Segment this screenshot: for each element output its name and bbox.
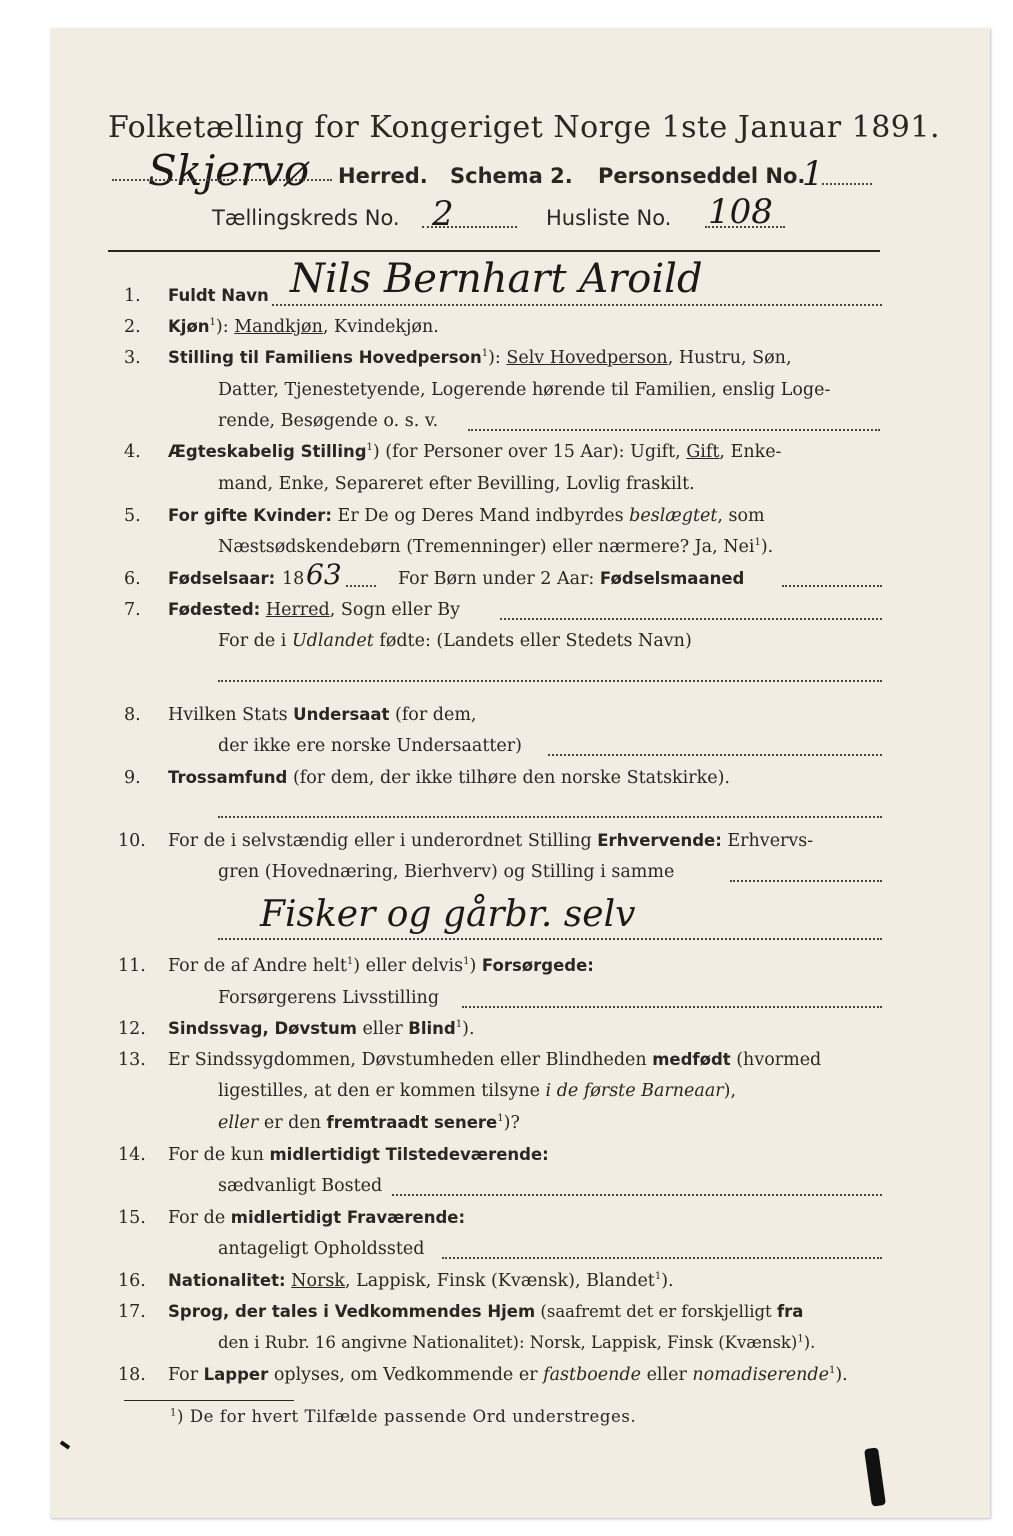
field-7-line2 <box>218 631 692 651</box>
field-11-sup-1: 1 <box>346 956 354 968</box>
field-18-text-b: oplyses, om Vedkommende er <box>268 1365 544 1385</box>
field-18-line1 <box>168 1365 848 1385</box>
schema-label: Schema 2. <box>450 164 573 188</box>
field-10-line1 <box>168 831 813 851</box>
header-rule <box>108 250 880 252</box>
field-17-sup: 1 <box>797 1333 804 1345</box>
field-6-dotted-line-b <box>782 585 882 587</box>
field-7-line2-italic: Udlandet <box>291 631 374 651</box>
field-5-line2 <box>218 537 773 557</box>
field-18-text-c: eller <box>641 1365 693 1385</box>
field-17-line2-text: den i Rubr. 16 angivne Nationalitet): Norsk, Lappisk, Finsk (Kvænsk) <box>218 1333 798 1352</box>
field-11-text-a: For de af Andre helt <box>168 956 347 976</box>
field-10-number: 10. <box>118 831 146 851</box>
field-5-label: gifte Kvinder: <box>203 506 332 525</box>
field-4-label: Ægteskabelig Stilling <box>168 442 367 461</box>
field-7-rest: , Sogn eller By <box>329 600 461 620</box>
field-10-answer: Fisker og gårbr. selv <box>260 894 636 935</box>
field-8-dotted-line <box>548 754 882 756</box>
field-13-line3 <box>218 1113 520 1133</box>
field-9-dotted-line <box>218 816 882 818</box>
field-2-option-mandkjon: Mandkjøn <box>234 317 323 337</box>
field-13-sup: 1 <box>497 1113 504 1125</box>
field-13-line3-italic: eller <box>218 1113 259 1133</box>
field-5-italic: beslægtet <box>629 506 718 526</box>
field-18-text-a: For <box>168 1365 204 1385</box>
footnote-text: ) De for hvert Tilfælde passende Ord understreges. <box>176 1407 637 1426</box>
field-8-text-b: (for dem, <box>389 705 477 725</box>
field-7-line2-a: For de i <box>218 631 292 651</box>
personseddel-dotted-line <box>822 183 872 185</box>
field-9-line1 <box>168 768 730 788</box>
field-10-dotted-line-b <box>218 938 882 940</box>
field-5-sup: 1 <box>754 537 761 549</box>
field-8-line2: der ikke ere norske Undersaatter) <box>218 736 522 756</box>
field-17-line2-end: ). <box>803 1333 816 1352</box>
field-14-dotted-line <box>392 1194 882 1196</box>
field-7-label: Fødested: <box>168 600 261 619</box>
field-3-line2: Datter, Tjenestetyende, Logerende hørende til Familien, enslig Loge- <box>218 380 831 400</box>
field-13-line1 <box>168 1050 821 1070</box>
field-10-dotted-line-a <box>730 880 882 882</box>
field-6-label: Fødselsaar: <box>168 569 276 588</box>
field-12-text: eller <box>356 1019 409 1039</box>
field-18-sup: 1 <box>828 1365 836 1377</box>
field-17-number: 17. <box>118 1302 146 1322</box>
field-15-number: 15. <box>118 1208 146 1228</box>
herred-label: Herred. <box>338 164 428 188</box>
field-7-line2-b: fødte: (Landets eller Stedets Navn) <box>373 631 692 651</box>
field-6-text <box>398 569 744 589</box>
field-18-italic-2: nomadiserende <box>692 1365 829 1385</box>
field-15-text-a: For de <box>168 1208 231 1228</box>
field-13-line2-b: ), <box>723 1081 737 1101</box>
field-18-italic-1: fastboende <box>543 1365 641 1385</box>
field-3-rest: , Hustru, Søn, <box>667 348 792 368</box>
field-8-number: 8. <box>124 705 141 725</box>
field-5-line2-text: Næstsødskendebørn (Tremenninger) eller nærmere? Ja, Nei <box>218 537 755 557</box>
field-1-label: Fuldt Navn <box>168 286 269 305</box>
field-11-number: 11. <box>118 956 146 976</box>
field-5-number: 5. <box>124 506 141 526</box>
field-2-sup: 1 <box>209 317 216 329</box>
field-11-sup-2: 1 <box>463 956 470 968</box>
field-11-dotted-line <box>462 1006 882 1008</box>
field-18-label: Lapper <box>203 1365 269 1384</box>
field-5-line1 <box>168 506 765 526</box>
field-16-line1 <box>168 1271 674 1291</box>
personseddel-value: 1 <box>802 154 824 194</box>
field-3-line3: rende, Besøgende o. s. v. <box>218 411 439 431</box>
field-13-line3-label: fremtraadt senere <box>326 1113 498 1132</box>
field-6-number: 6. <box>124 569 141 589</box>
husliste-label: Husliste No. <box>546 206 672 230</box>
ink-mark-left <box>60 1440 70 1449</box>
field-4-number: 4. <box>124 442 141 462</box>
field-16-rest: , Lappisk, Finsk (Kvænsk), Blandet <box>344 1271 655 1291</box>
field-3-dotted-line <box>468 429 880 431</box>
field-3-sup: 1 <box>481 348 489 360</box>
field-8-label: Undersaat <box>293 705 390 724</box>
field-6-prefix: 18 <box>282 569 305 589</box>
field-4-rest: , Enke- <box>719 442 782 462</box>
field-4-sup: 1 <box>366 442 373 454</box>
field-17-line1 <box>168 1302 803 1321</box>
field-3-line1 <box>168 348 792 368</box>
herred-value: Skjervø <box>148 146 310 195</box>
field-7-dotted-line-a <box>500 618 882 620</box>
field-13-line2-italic: i de første Barneaar <box>545 1081 724 1101</box>
field-15-line1 <box>168 1208 465 1228</box>
field-15-dotted-line <box>442 1257 882 1259</box>
field-7-dotted-line-b <box>218 680 882 682</box>
field-1-number: 1. <box>124 286 141 306</box>
ink-mark-right <box>864 1447 886 1506</box>
census-form-page <box>50 28 990 1518</box>
field-6-dotted-line-a <box>346 585 376 587</box>
field-2-text <box>168 317 439 337</box>
field-11-text-c: ) <box>469 956 482 976</box>
field-17-label2: fra <box>776 1302 804 1321</box>
kreds-value: 2 <box>432 194 454 234</box>
personseddel-label: Personseddel No. <box>598 164 806 188</box>
field-16-end: ). <box>661 1271 674 1291</box>
field-4-line1 <box>168 442 781 462</box>
field-11-line2: Forsørgerens Livsstilling <box>218 988 440 1008</box>
field-2-label: Kjøn <box>168 317 210 336</box>
field-16-option-norsk: Norsk <box>291 1271 345 1291</box>
field-8-line1 <box>168 705 477 725</box>
field-15-line2: antageligt Opholdssted <box>218 1239 425 1259</box>
field-13-number: 13. <box>118 1050 146 1070</box>
field-14-line1 <box>168 1145 549 1165</box>
field-17-text: (saafremt det er forskjelligt <box>535 1302 777 1321</box>
field-14-number: 14. <box>118 1145 146 1165</box>
field-7-option-herred: Herred <box>265 600 330 620</box>
field-13-line3-a: er den <box>258 1113 327 1133</box>
field-12-label: Sindssvag, Døvstum <box>168 1019 357 1038</box>
field-12-line1 <box>168 1019 475 1039</box>
field-17-line2 <box>218 1333 815 1352</box>
field-11-text-b: ) eller delvis <box>353 956 464 976</box>
field-1-answer: Nils Bernhart Aroild <box>290 256 703 302</box>
field-14-line2: sædvanligt Bosted <box>218 1176 383 1196</box>
field-1-dotted-line <box>272 304 882 306</box>
form-title: Folketælling for Kongeriget Norge 1ste Januar 1891. <box>108 110 941 145</box>
field-4-pre: ) (for Personer over 15 Aar): Ugift, <box>372 442 681 462</box>
herred-dotted-line <box>112 179 332 181</box>
field-2-rest: , Kvindekjøn. <box>322 317 439 337</box>
field-3-label: Stilling til Familiens Hovedperson <box>168 348 482 367</box>
field-18-end: ). <box>835 1365 848 1385</box>
field-14-text-a: For de kun <box>168 1145 270 1165</box>
kreds-label: Tællingskreds No. <box>212 206 400 230</box>
field-12-end: ). <box>462 1019 475 1039</box>
field-3-number: 3. <box>124 348 141 368</box>
field-5-text: Er De og Deres Mand indbyrdes <box>331 506 630 526</box>
field-13-line3-end: )? <box>503 1113 520 1133</box>
field-13-label: medfødt <box>652 1050 731 1069</box>
field-14-label: midlertidigt Tilstedeværende: <box>269 1145 549 1164</box>
field-6-label2: Fødselsmaaned <box>599 569 745 588</box>
footnote-rule <box>124 1400 294 1401</box>
field-8-text-a: Hvilken Stats <box>168 705 294 725</box>
footnote-sup: 1 <box>170 1407 177 1419</box>
field-18-number: 18. <box>118 1365 146 1385</box>
field-7-line1 <box>168 600 460 620</box>
field-16-number: 16. <box>118 1271 146 1291</box>
field-10-text-b: Erhvervs- <box>721 831 814 851</box>
field-13-line2 <box>218 1081 736 1101</box>
kreds-dotted-line <box>422 226 517 228</box>
field-13-text-a: Er Sindssygdommen, Døvstumheden eller Blindheden <box>168 1050 653 1070</box>
field-7-number: 7. <box>124 600 141 620</box>
field-10-line2: gren (Hovednæring, Bierhverv) og Stilling i samme <box>218 862 675 882</box>
field-5-label-prefix: For <box>168 506 204 525</box>
field-16-label: Nationalitet: <box>168 1271 286 1290</box>
field-12-label2: Blind <box>408 1019 456 1038</box>
field-6-text-main: For Børn under 2 Aar: <box>398 569 600 589</box>
field-6-answer: 63 <box>306 558 342 591</box>
field-5-line2-end: ). <box>760 537 774 557</box>
field-2-pre: ): <box>215 317 235 337</box>
field-9-number: 9. <box>124 768 141 788</box>
field-4-line2: mand, Enke, Separeret efter Bevilling, Lovlig fraskilt. <box>218 474 695 494</box>
field-2-number: 2. <box>124 317 141 337</box>
field-12-sup: 1 <box>455 1019 463 1031</box>
field-9-text: (for dem, der ikke tilhøre den norske Statskirke). <box>287 768 730 788</box>
field-9-label: Trossamfund <box>168 768 288 787</box>
field-16-sup: 1 <box>654 1271 662 1283</box>
field-3-pre: ): <box>488 348 507 368</box>
field-12-number: 12. <box>118 1019 146 1039</box>
field-17-label: Sprog, der tales i Vedkommendes Hjem <box>168 1302 536 1321</box>
field-3-option-selv: Selv Hovedperson <box>506 348 668 368</box>
field-11-line1 <box>168 956 594 976</box>
field-5-rest: , som <box>717 506 765 526</box>
field-15-label: midlertidigt Fraværende: <box>230 1208 466 1227</box>
husliste-value: 108 <box>708 192 773 232</box>
field-10-text-a: For de i selvstændig eller i underordnet Stilling <box>168 831 598 851</box>
field-4-option-gift: Gift <box>686 442 720 462</box>
field-13-line2-a: ligestilles, at den er kommen tilsyne <box>218 1081 546 1101</box>
field-11-label: Forsørgede: <box>481 956 594 975</box>
field-10-label: Erhvervende: <box>597 831 722 850</box>
husliste-dotted-line <box>705 226 785 228</box>
field-13-text-b: (hvormed <box>730 1050 822 1070</box>
footnote <box>170 1407 636 1426</box>
